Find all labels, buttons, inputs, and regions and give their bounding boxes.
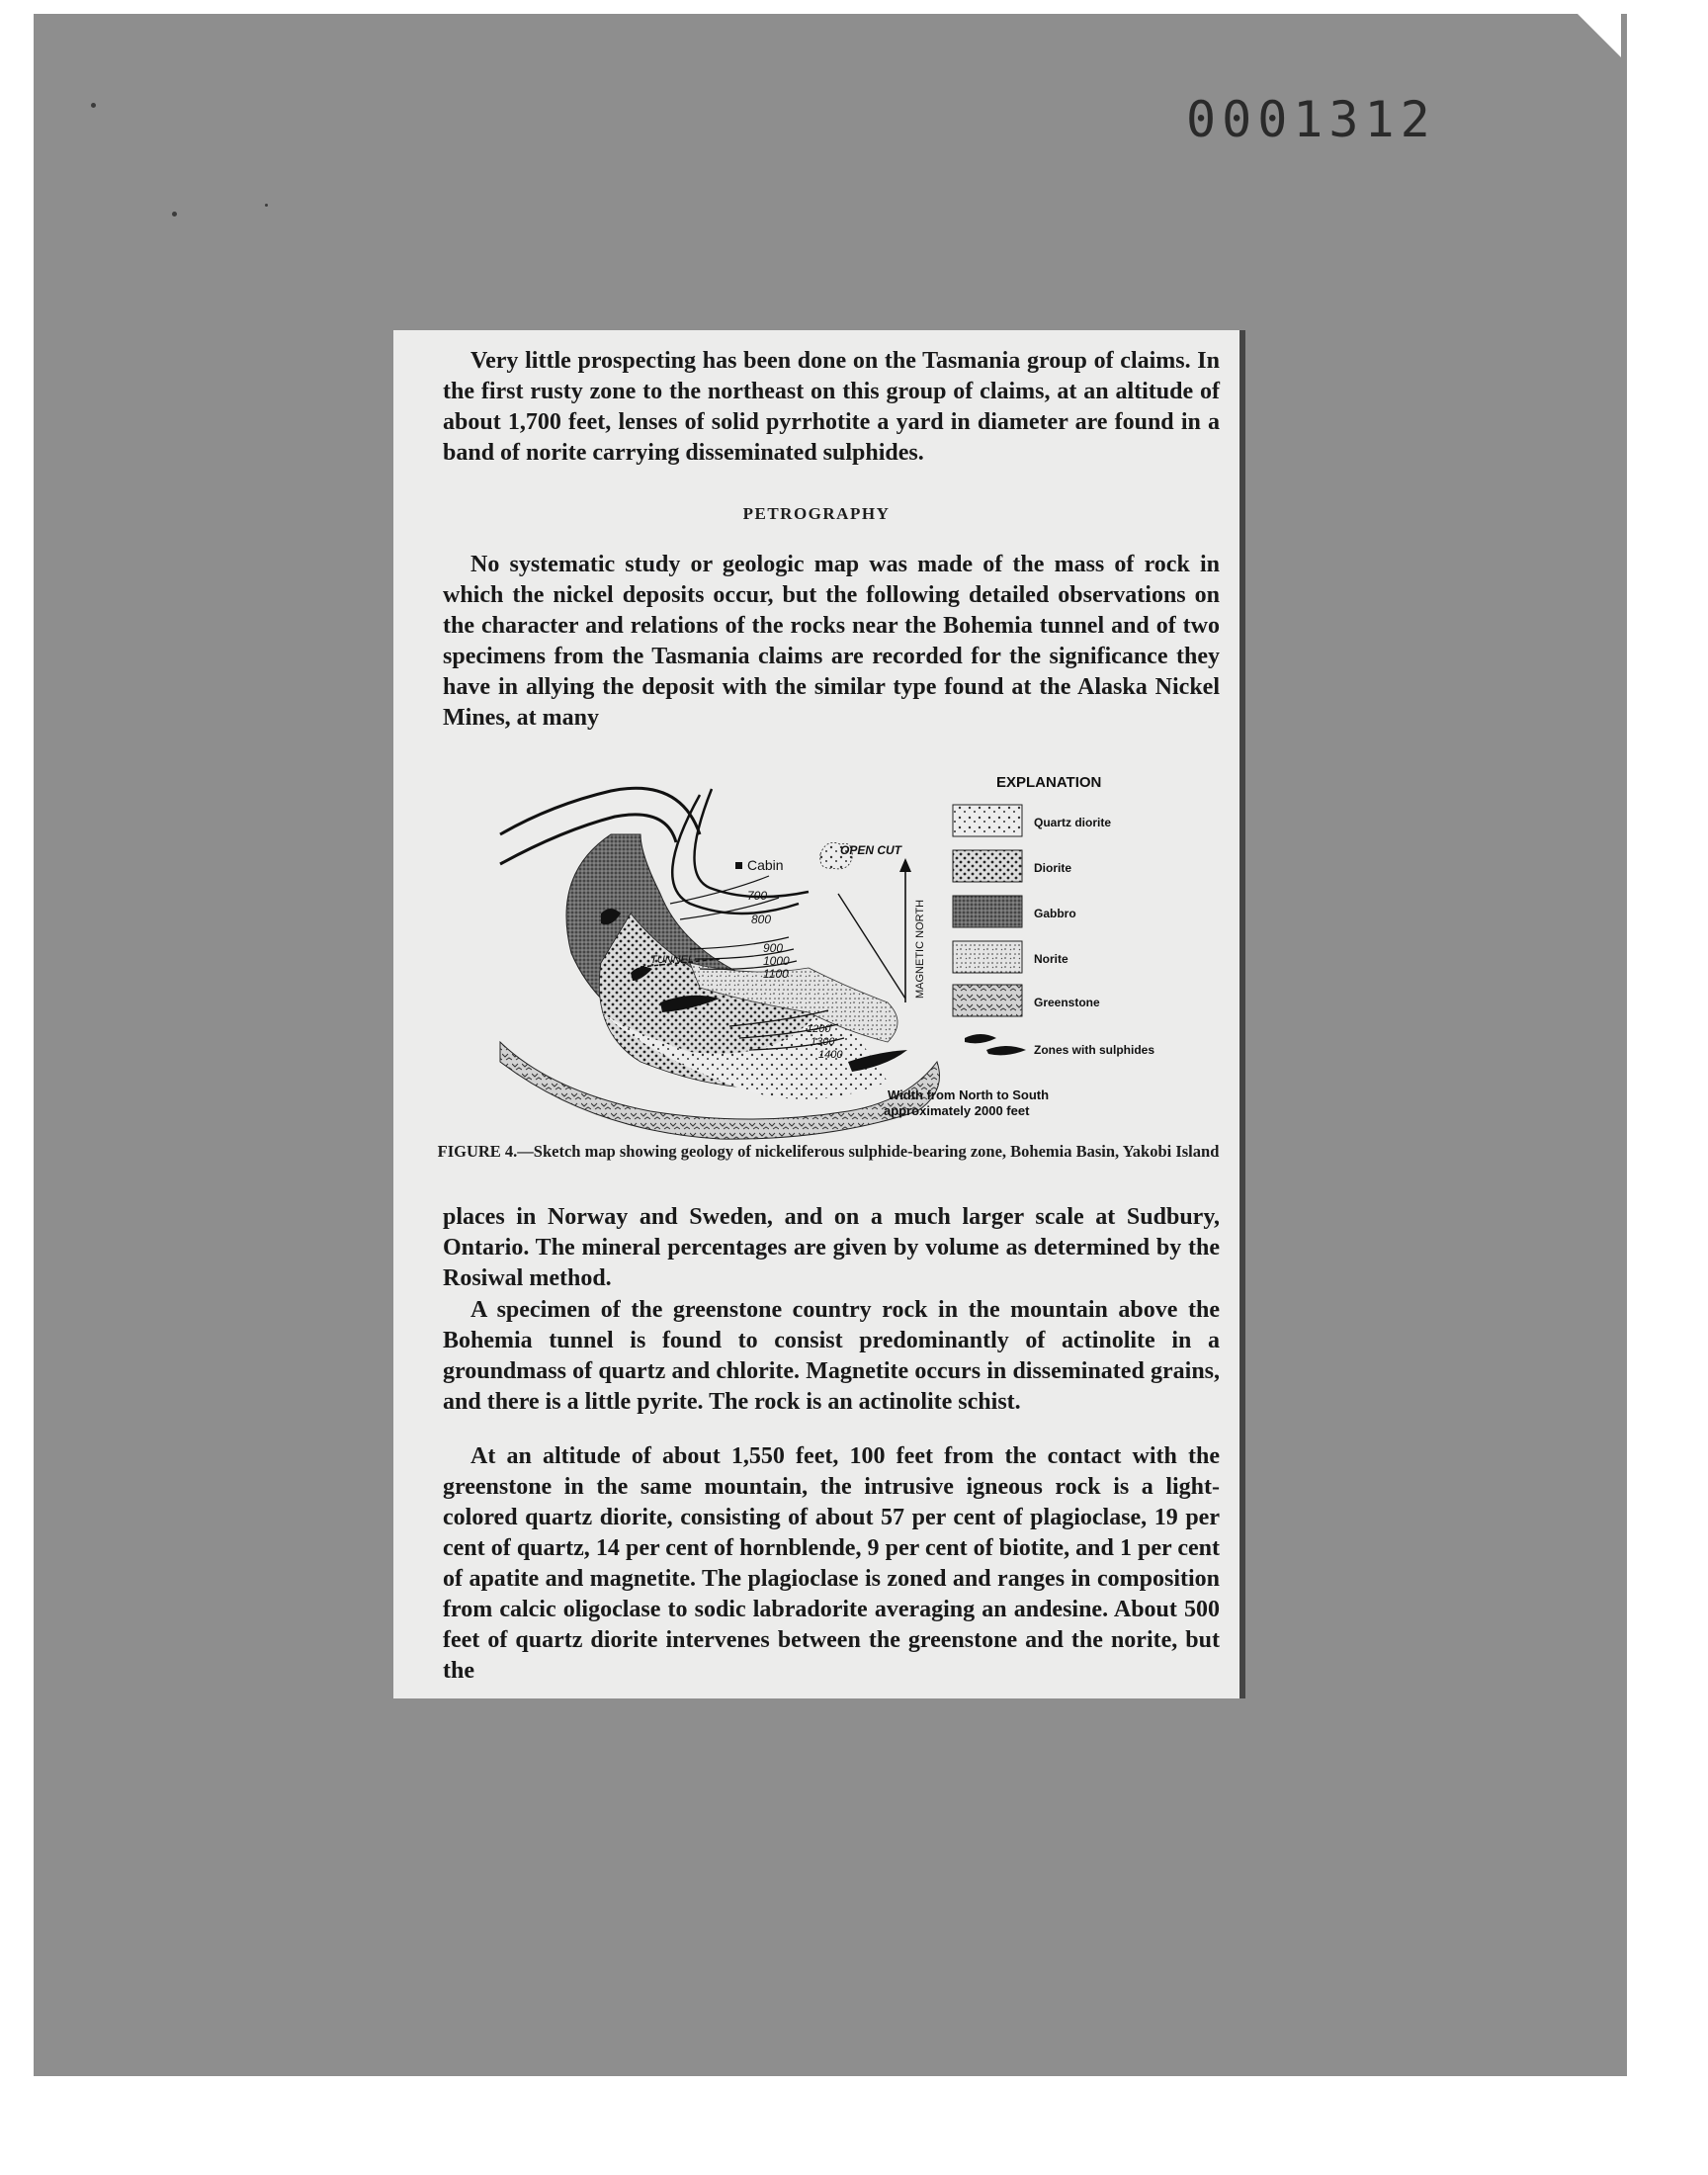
legend-item-greenstone: Greenstone [1034,996,1100,1009]
contour-label: 1200 [807,1023,831,1035]
contour-label: 700 [747,889,768,903]
section-heading: PETROGRAPHY [742,504,891,523]
dust-speck [172,212,177,217]
paragraph-petrography-intro: No systematic study or geologic map was made of the mass of rock in which the nickel deposits occur, but the following detailed observations on the character and relations of the rocks near the Bohemia tunnel and of two specimens from the Tasmania claims are recorded for the significance they have in allying the deposit with the similar type found at the Alaska Nickel Mines, at many [443,552,1220,731]
width-note-line-2: approximately 2000 feet [884,1103,1030,1118]
paragraph-tasmania: Very little prospecting has been done on the Tasmania group of claims. In the first rusty zone to the northeast on this group of claims, at an altitude of about 1,700 feet, lenses of solid pyrrhotite a yard in diameter are found in a band of norite carrying disseminated sulphides. [443,348,1220,466]
legend-item-norite: Norite [1034,952,1068,966]
legend-item-gabbro: Gabbro [1034,907,1076,920]
archive-stamp-number: 0001312 [1186,91,1436,148]
legend-item-quartz-diorite: Quartz diorite [1034,816,1112,829]
cabin-label: Cabin [747,857,784,873]
contour-label: 1000 [763,954,790,968]
legend-title: EXPLANATION [996,774,1102,791]
tunnel-label: TUNNEL [650,954,695,966]
legend-item-sulphide-zones: Zones with sulphides [1034,1043,1155,1057]
width-note-line-1: Width from North to South [888,1088,1050,1102]
legend-item-diorite: Diorite [1034,861,1072,875]
paragraph-quartz-diorite: At an altitude of about 1,550 feet, 100 feet from the contact with the greenstone in the same mountain, the intrusive igneous rock is a light-colored quartz diorite, consisting of about 57 per cent of plagioclase, 19 per cent of quartz, 14 per cent of hornblende, 9 per cent of biotite, and 1 per cent of apatite and magnetite. The plagioclase is zoned and ranges in composition from calcic oligoclase to sodic labradorite averaging an andesine. About 500 feet of quartz diorite intervenes between the greenstone and the norite, but the [443,1443,1220,1684]
dust-speck [91,103,96,108]
cabin-icon [735,862,742,869]
figure-sketch-map [492,765,1204,1141]
figure-caption: FIGURE 4.—Sketch map showing geology of nickeliferous sulphide-bearing zone, Bohemia Basin, Yakobi Island [437,1142,1220,1161]
paragraph-continuation: places in Norway and Sweden, and on a much larger scale at Sudbury, Ontario. The mineral percentages are given by volume as determined by the Rosiwal method. [443,1204,1220,1291]
folded-corner [1578,14,1621,57]
contour-label: 1100 [763,967,789,981]
document-clipping [393,330,1239,1698]
contour-label: 1300 [811,1036,835,1048]
paragraph-greenstone-specimen: A specimen of the greenstone country rock in the mountain above the Bohemia tunnel is found to consist predominantly of actinolite in a groundmass of quartz and chlorite. Magnetite occurs in disseminated grains, and there is a little pyrite. The rock is an actinolite schist. [443,1297,1220,1415]
north-arrow-label: MAGNETIC NORTH [914,899,926,999]
contour-label: 1400 [818,1049,843,1061]
dust-speck [265,204,268,207]
contour-label: 900 [763,941,784,955]
contour-label: 800 [751,913,772,926]
open-cut-label: OPEN CUT [840,843,902,857]
